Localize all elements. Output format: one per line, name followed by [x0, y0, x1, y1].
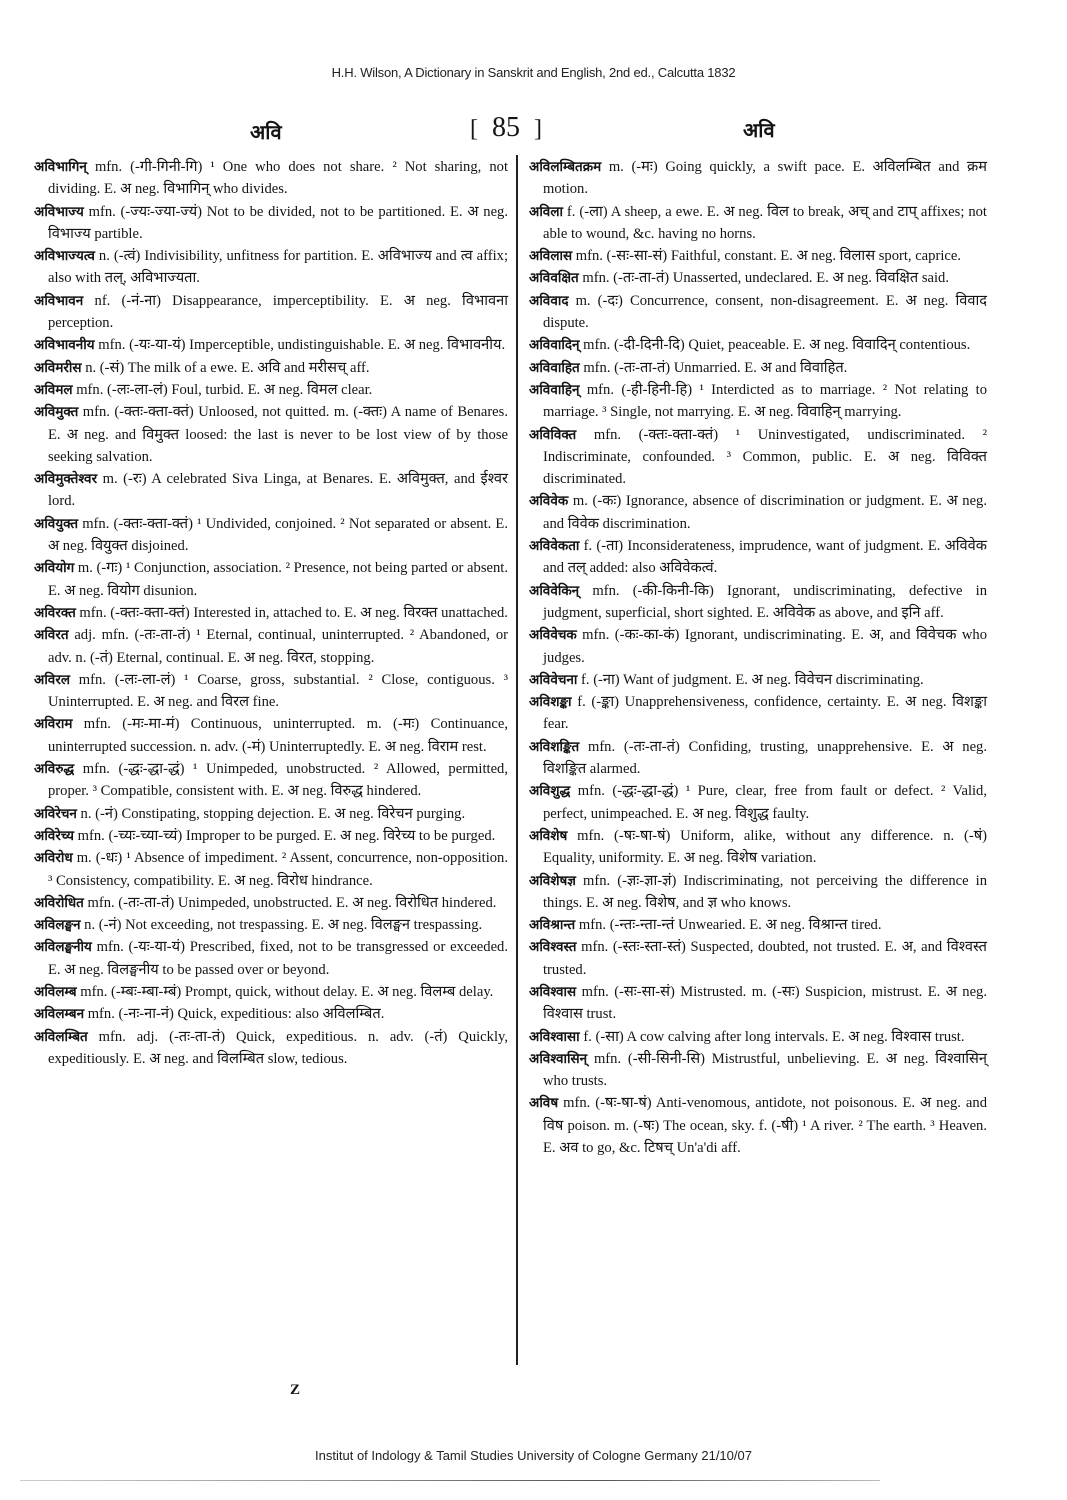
entry-definition: mfn. (-सी-सिनी-सि) Mistrustful, unbelieving. E. अ neg. विश्वासिन् who trusts. [543, 1050, 987, 1090]
entry-definition: mfn. (-द्धः-द्धा-द्धं) ¹ Pure, clear, free from fault or defect. ² Valid, perfect, unimpeached. E. अ neg. विशुद्ध faulty. [543, 783, 987, 822]
entry-definition: f. (-सा) A cow calving after long intervals. E. अ neg. विश्वास trust. [579, 1028, 965, 1045]
entry-definition: mfn. (-कः-का-कं) Ignorant, undiscriminating. E. अ, and विवेचक who judges. [543, 627, 987, 666]
entry-headword: अविशेष [529, 827, 568, 844]
entry-headword: अविलम्बन [34, 1006, 85, 1023]
entry-headword: अविशेषज्ञ [529, 872, 576, 889]
dictionary-entry [34, 713, 508, 758]
entry-definition: mfn. (-षः-षा-षं) Uniform, alike, without any difference. n. (-षं) Equality, uniformity. E. अ neg. विशेष variation. [543, 827, 987, 867]
entry-definition: nf. (-नं-ना) Disappearance, imperceptibility. E. अ neg. विभावना perception. [48, 292, 508, 332]
entry-headword: अविवादिन् [529, 337, 580, 354]
dictionary-entry [529, 290, 987, 335]
dictionary-entry [34, 1026, 508, 1071]
entry-headword: अविराम [34, 716, 73, 733]
entry-definition: mfn. (-सः-सा-सं) Faithful, constant. E. अ neg. विलास sport, caprice. [572, 248, 961, 265]
entry-definition: mfn. (-लः-ला-लं) ¹ Coarse, gross, substantial. ² Close, contiguous. ³ Uninterrupted. E. अ neg. and विरल fine. [48, 671, 508, 711]
entry-definition: mfn. (-मः-मा-मं) Continuous, uninterrupted. m. (-मः) Continuance, uninterrupted succession. n. adv. (-मं) Uninterruptedly. E. अ neg. विराम rest. [48, 716, 508, 755]
entry-definition: f. (-ला) A sheep, a ewe. E. अ neg. विल to break, अच् and टाप् affixes; not able to wound, &c. having no horns. [543, 203, 987, 242]
footer-credit: Institut of Indology & Tamil Studies University of Cologne Germany 21/10/07 [315, 1448, 752, 1463]
entry-headword: अविभाज्यत्व [34, 248, 95, 265]
entry-headword: अविमुक्तेश्वर [34, 471, 98, 488]
dictionary-entry [529, 981, 987, 1026]
dictionary-entry [34, 936, 508, 981]
entry-headword: अविभागिन् [34, 159, 87, 175]
dictionary-entry [34, 602, 508, 624]
entry-definition: mfn. (-ही-हिनी-हि) ¹ Interdicted as to marriage. ² Not relating to marriage. ³ Single, not marrying. E. अ neg. विवाहिन् marrying. [543, 381, 987, 421]
dictionary-entry [34, 803, 508, 825]
dictionary-entry [34, 290, 508, 335]
entry-definition: mfn. (-सः-सा-सं) Mistrusted. m. (-सः) Suspicion, mistrust. E. अ neg. विश्वास trust. [543, 983, 987, 1023]
dictionary-entry [529, 780, 987, 825]
entry-headword: अविरक्त [34, 604, 76, 621]
entry-definition: mfn. (-यः-या-यं) Prescribed, fixed, not to be transgressed or exceeded. E. अ neg. विलङ्घनीय to be passed over or beyond. [48, 939, 508, 978]
dictionary-entry [529, 624, 987, 669]
entry-definition: mfn. (-न्तः-न्ता-न्तं Unwearied. E. अ neg. विश्रान्त tired. [575, 917, 882, 934]
entry-headword: अविवाहित [529, 359, 580, 376]
page-number: 85 [492, 112, 520, 143]
entry-definition: mfn. (-षः-षा-षं) Anti-venomous, antidote, not poisonous. E. अ neg. and विष poison. m. (-षः) The ocean, sky. f. (-षी) ¹ A river. ² The earth. ³ Heaven. E. अव to go, &c. टिषच् Un'a'di aff. [543, 1095, 987, 1157]
entry-headword: अविवेचक [529, 627, 577, 644]
dictionary-entry [34, 892, 508, 914]
entry-headword: अविवेक [529, 493, 569, 510]
dictionary-entry [529, 870, 987, 915]
dictionary-entry [529, 201, 987, 246]
dictionary-entry [529, 379, 987, 424]
entry-headword: अविरोध [34, 850, 73, 867]
dictionary-entry [34, 401, 508, 468]
entry-headword: अविश्वास [529, 983, 577, 1000]
entry-headword: अविलङ्घनीय [34, 939, 92, 956]
dictionary-entry [34, 847, 508, 892]
entry-headword: अविरेच्य [34, 827, 75, 844]
dictionary-entry [34, 201, 508, 246]
entry-headword: अविमल [34, 381, 73, 398]
entry-definition: adj. mfn. (-तः-ता-तं) ¹ Eternal, continual, uninterrupted. ² Abandoned, or adv. n. (-तं) Eternal, continual. E. अ neg. विरत, stopping. [48, 627, 508, 666]
entry-definition: mfn. (-तः-ता-तं) Unasserted, undeclared. E. अ neg. विवक्षित said. [578, 270, 949, 287]
dictionary-entry [34, 557, 508, 602]
dictionary-entry [529, 736, 987, 781]
entry-headword: अविश्वासा [529, 1028, 580, 1045]
dictionary-entry [529, 691, 987, 736]
entry-headword: अविशङ्का [529, 694, 572, 711]
entry-headword: अविभावनीय [34, 337, 95, 354]
dictionary-entry [34, 825, 508, 847]
entry-definition: f. (-ना) Want of judgment. E. अ neg. विवेचन discriminating. [577, 671, 924, 688]
entry-definition: mfn. (-ज्यः-ज्या-ज्यं) Not to be divided, not to be partitioned. E. अ neg. विभाज्य partible. [48, 203, 508, 242]
entry-headword: अविवाद [529, 292, 569, 309]
entry-headword: अविरुद्ध [34, 761, 75, 778]
entry-definition: n. (-नं) Not exceeding, not trespassing. E. अ neg. विलङ्घन trespassing. [80, 917, 483, 934]
dictionary-entry [529, 669, 987, 691]
entry-definition: n. (-नं) Constipating, stopping dejection. E. अ neg. विरेचन purging. [76, 805, 466, 822]
dictionary-entry [529, 914, 987, 936]
bracket-close: ] [534, 116, 542, 142]
scan-edge-line [20, 1480, 880, 1481]
page-header [0, 112, 1067, 152]
entry-headword: अविश्वासिन् [529, 1050, 588, 1067]
entry-definition: mfn. (-क्तः-क्ता-क्तं) ¹ Uninvestigated, undiscriminated. ² Indiscriminate, confounded. ³ Common, public. E. अ neg. विविक्त discriminated. [543, 426, 987, 488]
dictionary-entry [529, 1048, 987, 1093]
entry-definition: m. (-धः) ¹ Absence of impediment. ² Assent, concurrence, non-opposition. ³ Consistency, compatibility. E. अ neg. विरोध hindrance. [48, 850, 508, 889]
entry-definition: mfn. adj. (-तः-ता-तं) Quick, expeditious. n. adv. (-तं) Quickly, expeditiously. E. अ neg. and विलम्बित slow, tedious. [48, 1028, 508, 1067]
entry-headword: अविलम्बित [34, 1028, 88, 1045]
page-number-block [470, 112, 542, 144]
entry-headword: अवियोग [34, 560, 75, 577]
entry-definition: m. (-दः) Concurrence, consent, non-disagreement. E. अ neg. विवाद dispute. [543, 292, 987, 332]
dictionary-entry [34, 379, 508, 401]
dictionary-entry [529, 334, 987, 356]
dictionary-entry [34, 624, 508, 669]
entry-definition: m. (-गः) ¹ Conjunction, association. ² Presence, not being parted or absent. E. अ neg. वियोग disunion. [48, 560, 508, 599]
dictionary-entry [34, 357, 508, 379]
entry-definition: m. (-कः) Ignorance, absence of discrimination or judgment. E. अ neg. and विवेक discrimination. [543, 493, 987, 532]
entry-headword: अविमुक्त [34, 404, 79, 421]
entry-definition: mfn. (-क्तः-क्ता-क्तं) Unloosed, not quitted. m. (-क्तः) A name of Benares. E. अ neg. and विमुक्त loosed: the last is never to be lost view of by those seeking salvation. [48, 404, 508, 465]
dictionary-entry [34, 513, 508, 558]
entry-headword: अविभाज्य [34, 203, 84, 220]
entry-headword: अविविक्त [529, 426, 577, 443]
right-column [529, 156, 987, 1159]
dictionary-entry [529, 245, 987, 267]
entry-headword: अविवेचना [529, 671, 578, 688]
dictionary-entry [529, 1092, 987, 1159]
entry-headword: अविष [529, 1095, 559, 1112]
entry-definition: m. (-रः) A celebrated Siva Linga, at Benares. E. अविमुक्त, and ईश्वर lord. [48, 471, 508, 510]
left-column [34, 156, 508, 1070]
entry-definition: mfn. (-ज्ञः-ज्ञा-ज्ञं) Indiscriminating, not perceiving the difference in things. E. अ neg. विशेष, and ज्ञ who knows. [543, 872, 987, 911]
entry-headword: अविशङ्कित [529, 738, 580, 755]
entry-definition: n. (-त्वं) Indivisibility, unfitness for partition. E. अविभाज्य and त्व affix; also with तल्, अविभाज्यता. [48, 248, 508, 287]
dictionary-entry [529, 490, 987, 535]
entry-definition: mfn. (-च्यः-च्या-च्यं) Improper to be purged. E. अ neg. विरेच्य to be purged. [74, 827, 496, 844]
entry-headword: अविशुद्ध [529, 783, 571, 800]
entry-headword: अविलास [529, 248, 573, 265]
entry-definition: mfn. (-क्तः-क्ता-क्तं) ¹ Undivided, conjoined. ² Not separated or absent. E. अ neg. वियुक्त disjoined. [48, 515, 508, 555]
dictionary-entry [529, 825, 987, 870]
dictionary-entry [529, 156, 987, 201]
dictionary-entry [529, 424, 987, 491]
entry-headword: अवियुक्त [34, 515, 79, 532]
entry-definition: m. (-मः) Going quickly, a swift pace. E. अविलम्बित and क्रम motion. [543, 159, 987, 198]
entry-definition: f. (-ङ्का) Unapprehensiveness, confidence, certainty. E. अ neg. विशङ्का fear. [543, 694, 987, 733]
guide-word-right: अवि [743, 118, 775, 142]
entry-definition: mfn. (-गी-गिनी-गि) ¹ One who does not share. ² Not sharing, not dividing. E. अ neg. विभागिन् who divides. [48, 159, 508, 198]
column-divider [516, 155, 518, 1365]
entry-definition: mfn. (-तः-ता-तं) Confiding, trusting, unapprehensive. E. अ neg. विशङ्कित alarmed. [543, 738, 987, 778]
dictionary-entry [34, 669, 508, 714]
entry-definition: mfn. (-की-किनी-कि) Ignorant, undiscriminating, defective in judgment, superficial, short sighted. E. अविवेक as above, and इनि aff. [543, 582, 987, 621]
entry-headword: अविश्रान्त [529, 917, 576, 934]
entry-headword: अविला [529, 203, 563, 220]
dictionary-entry [34, 758, 508, 803]
entry-headword: अविवेकिन् [529, 582, 580, 599]
signature-mark: Z [290, 1382, 301, 1398]
entry-headword: अविरत [34, 627, 69, 644]
dictionary-entry [529, 535, 987, 580]
entry-headword: अविवाहिन् [529, 381, 580, 398]
entry-headword: अविवक्षित [529, 270, 579, 287]
dictionary-entry [34, 245, 508, 290]
entry-definition: mfn. (-यः-या-यं) Imperceptible, undistinguishable. E. अ neg. विभावनीय. [94, 337, 506, 354]
entry-definition: mfn. (-तः-ता-तं) Unmarried. E. अ and विवाहित. [579, 359, 848, 376]
entry-definition: n. (-सं) The milk of a ewe. E. अवि and मरीसच् aff. [81, 359, 370, 376]
entry-headword: अविरोधित [34, 894, 84, 911]
entry-definition: f. (-ता) Inconsiderateness, imprudence, want of judgment. E. अविवेक and तल् added: also अविवेकत्वं. [543, 538, 987, 577]
dictionary-entry [34, 1003, 508, 1025]
entry-definition: mfn. (-स्तः-स्ता-स्तं) Suspected, doubted, not trusted. E. अ, and विश्वस्त trusted. [543, 939, 987, 978]
entry-definition: mfn. (-नः-ना-नं) Quick, expeditious: also अविलम्बित. [84, 1006, 385, 1023]
entry-headword: अविलङ्घन [34, 917, 81, 934]
entry-headword: अविभावन [34, 292, 84, 309]
entry-headword: अविमरीस [34, 359, 82, 376]
guide-word-left: अवि [250, 120, 282, 144]
entry-definition: mfn. (-दी-दिनी-दि) Quiet, peaceable. E. अ neg. विवादिन् contentious. [579, 337, 971, 354]
dictionary-entry [34, 981, 508, 1003]
dictionary-entry [34, 334, 508, 356]
entry-definition: mfn. (-क्तः-क्ता-क्तं) Interested in, attached to. E. अ neg. विरक्त unattached. [75, 604, 508, 621]
dictionary-entry [34, 914, 508, 936]
entry-headword: अविरेचन [34, 805, 77, 822]
dictionary-entry [529, 267, 987, 289]
dictionary-entry [529, 936, 987, 981]
dictionary-entry [529, 357, 987, 379]
dictionary-entry [34, 468, 508, 513]
entry-definition: mfn. (-द्धः-द्धा-द्धं) ¹ Unimpeded, unobstructed. ² Allowed, permitted, proper. ³ Compatible, consistent with. E. अ neg. विरुद्ध hindered. [48, 761, 508, 800]
entry-headword: अविलम्ब [34, 983, 77, 1000]
dictionary-entry [529, 1026, 987, 1048]
entry-definition: mfn. (-तः-ता-तं) Unimpeded, unobstructed. E. अ neg. विरोधित hindered. [83, 894, 497, 911]
entry-definition: mfn. (-लः-ला-लं) Foul, turbid. E. अ neg. विमल clear. [72, 381, 373, 398]
entry-headword: अविश्वस्त [529, 939, 577, 956]
entry-headword: अविवेकता [529, 538, 580, 555]
bracket-open: [ [470, 116, 478, 142]
entry-definition: mfn. (-म्बः-म्बा-म्बं) Prompt, quick, without delay. E. अ neg. विलम्ब delay. [76, 983, 494, 1000]
entry-headword: अविरल [34, 671, 70, 688]
entry-headword: अविलम्बितक्रम [529, 159, 602, 175]
dictionary-entry [529, 580, 987, 625]
running-head: H.H. Wilson, A Dictionary in Sanskrit and English, 2nd ed., Calcutta 1832 [331, 65, 736, 80]
dictionary-entry [34, 156, 508, 201]
